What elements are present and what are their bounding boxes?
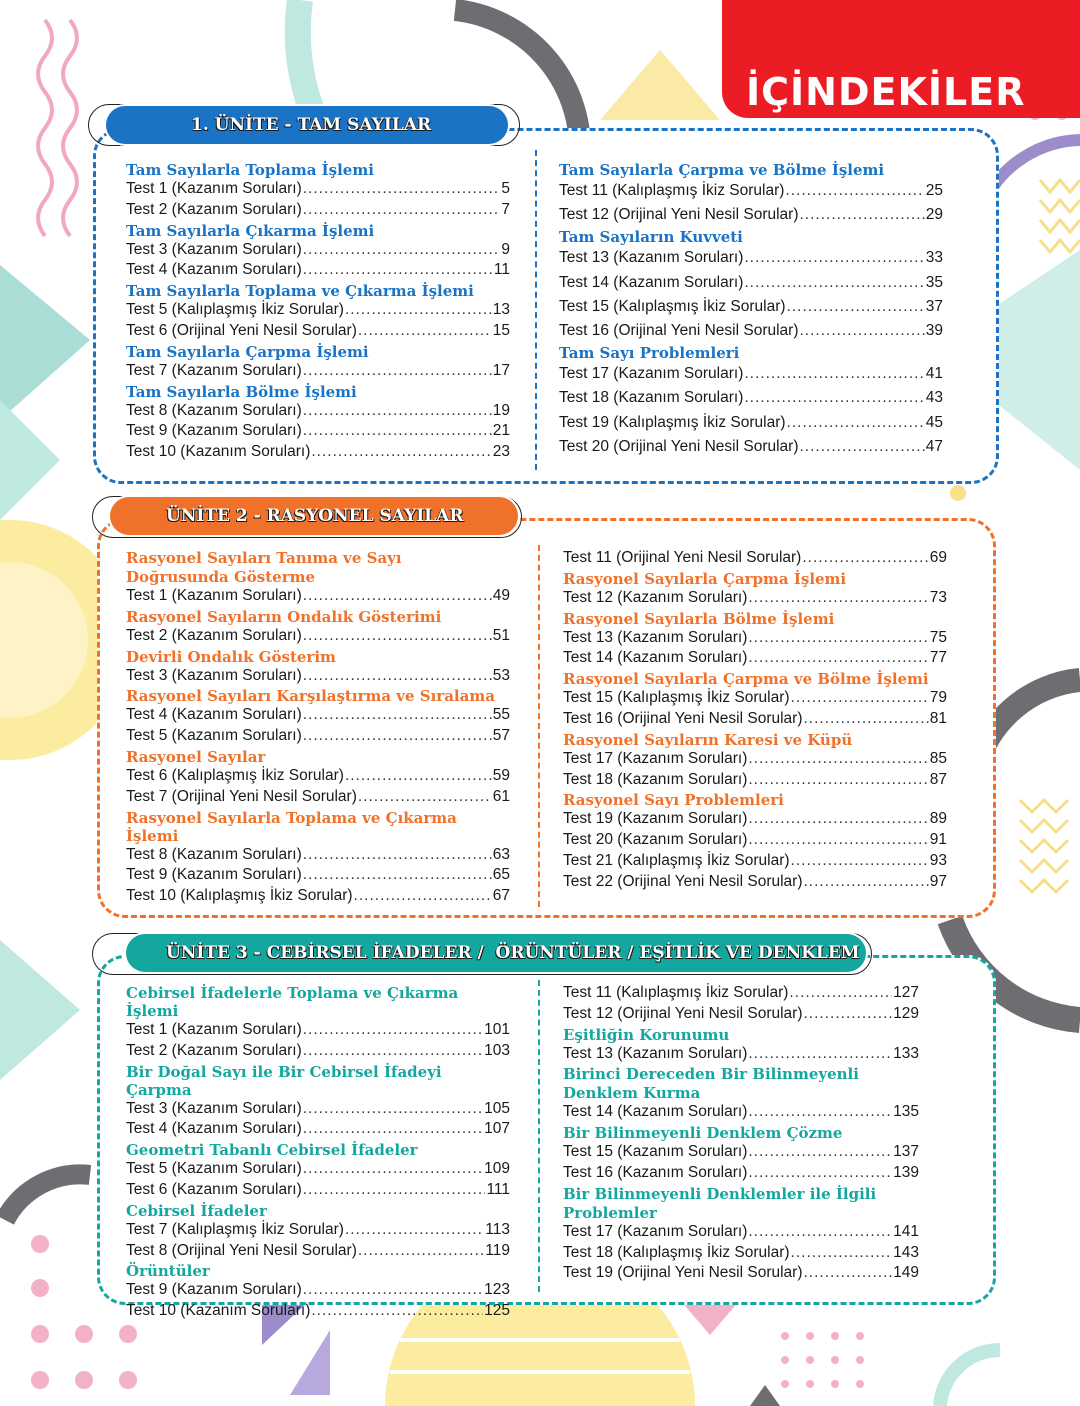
toc-entry-page: 129: [893, 1004, 919, 1022]
toc-entry[interactable]: [563, 809, 947, 830]
toc-entry-label: Test 13 (Kazanım Soruları): [563, 628, 748, 646]
dot-leader: [748, 588, 928, 609]
toc-entry[interactable]: [126, 1159, 510, 1180]
section-heading: Tam Sayılarla Toplama ve Çıkarma İşlemi: [126, 282, 474, 301]
dot-leader: [804, 1263, 893, 1284]
toc-entry-page: 119: [485, 1241, 510, 1259]
toc-entry-label: Test 11 (Kalıplaşmış İkiz Sorular): [563, 984, 789, 1001]
dot-leader: [303, 240, 501, 261]
dot-leader: [791, 851, 929, 872]
unit-1-column-divider: [535, 150, 537, 470]
dot-leader: [800, 435, 925, 459]
toc-entry[interactable]: [126, 361, 510, 382]
toc-entry-label: Test 5 (Kazanım Soruları): [126, 1160, 302, 1178]
toc-entry-label: Test 2 (Kazanım Soruları): [126, 1041, 302, 1059]
toc-entry[interactable]: [126, 787, 510, 808]
section-heading: Rasyonel Sayılarla Toplama ve Çıkarma İşlemi: [126, 808, 457, 845]
toc-entry[interactable]: [559, 411, 943, 435]
toc-entry[interactable]: [563, 872, 947, 893]
section-heading: Birinci Dereceden Bir Bilinmeyenli: [563, 1065, 859, 1084]
toc-entry-label: Test 13 (Kazanım Soruları): [563, 1044, 748, 1062]
dot-leader: [789, 983, 892, 1004]
toc-entry[interactable]: [126, 321, 510, 342]
section-heading: Geometri Tabanlı Cebirsel İfadeler: [126, 1141, 418, 1160]
toc-entry[interactable]: [563, 983, 919, 1004]
toc-entry[interactable]: [559, 271, 943, 295]
dot-leader: [804, 709, 929, 730]
toc-entry-page: 141: [893, 1222, 919, 1240]
toc-entry-page: 59: [492, 766, 510, 784]
dot-leader: [804, 1004, 893, 1025]
toc-entry-page: 137: [893, 1143, 919, 1161]
toc-entry-page: 87: [929, 770, 947, 788]
dot-leader: [748, 648, 928, 669]
unit-3-title-text: ÜNİTE 3 - CEBİRSEL İFADELER / ÖRÜNTÜLER / EŞİTLİK VE DENKLEM: [166, 943, 860, 963]
toc-entry-label: Test 4 (Kazanım Soruları): [126, 706, 302, 724]
toc-entry-label: Test 1 (Kazanım Soruları): [126, 587, 302, 604]
section-heading: Rasyonel Sayılarla Çarpma ve Bölme İşlemi: [563, 670, 929, 689]
section-heading: Rasyonel Sayı Problemleri: [563, 791, 784, 810]
toc-entry-label: Test 17 (Kazanım Soruları): [563, 749, 748, 767]
toc-entry[interactable]: [563, 1163, 919, 1184]
section-heading: Tam Sayılarla Toplama İşlemi: [126, 161, 374, 179]
toc-entry-label: Test 7 (Orijinal Yeni Nesil Sorular): [126, 787, 357, 805]
toc-entry[interactable]: [126, 1119, 510, 1140]
toc-entry-label: Test 19 (Orijinal Yeni Nesil Sorular): [563, 1264, 803, 1282]
toc-entry-page: 63: [492, 845, 510, 863]
section-heading: Tam Sayılarla Çıkarma İşlemi: [126, 221, 375, 240]
toc-entry-page: 65: [492, 866, 510, 884]
toc-entry[interactable]: [563, 1004, 919, 1025]
toc-entry-label: Test 6 (Kalıplaşmış İkiz Sorular): [126, 766, 344, 784]
dot-leader: [345, 766, 492, 787]
toc-entry-page: 35: [925, 273, 943, 291]
toc-entry-label: Test 3 (Kazanım Soruları): [126, 240, 302, 258]
toc-entry-page: 5: [501, 180, 510, 197]
toc-entry-label: Test 5 (Kalıplaşmış İkiz Sorular): [126, 301, 344, 319]
section-heading: Rasyonel Sayıların Ondalık Gösterimi: [126, 607, 442, 626]
toc-entry-label: Test 11 (Orijinal Yeni Nesil Sorular): [563, 549, 802, 566]
unit-1-title: [106, 106, 508, 144]
dot-leader: [303, 586, 492, 607]
toc-entry-label: Test 17 (Kazanım Soruları): [559, 365, 744, 383]
dot-leader: [358, 787, 492, 808]
toc-entry-label: Test 10 (Kazanım Soruları): [126, 443, 311, 461]
toc-entry-label: Test 18 (Kazanım Soruları): [559, 389, 744, 407]
section-heading: Bir Doğal Sayı ile Bir Cebirsel İfadeyi Çarpma: [126, 1062, 442, 1099]
toc-entry-page: 123: [484, 1281, 510, 1299]
dot-leader: [303, 666, 492, 687]
toc-entry-label: Test 14 (Kazanım Soruları): [563, 649, 748, 667]
unit-3-title: [126, 934, 866, 972]
toc-entry-label: Test 1 (Kazanım Soruları): [126, 180, 302, 197]
toc-entry-page: 127: [893, 984, 919, 1001]
toc-entry[interactable]: [559, 435, 943, 459]
toc-entry[interactable]: [126, 442, 510, 463]
toc-entry[interactable]: [126, 421, 510, 442]
toc-entry[interactable]: [126, 1280, 510, 1301]
toc-entry-page: 91: [929, 831, 947, 849]
toc-entry-page: 29: [925, 206, 943, 224]
toc-entry-label: Test 19 (Kalıplaşmış İkiz Sorular): [559, 413, 786, 431]
toc-entry[interactable]: [563, 1243, 919, 1264]
toc-entry-page: 125: [484, 1302, 510, 1320]
section-heading: Rasyonel Sayıları Tanıma ve Sayı: [126, 549, 402, 567]
section-heading: Örüntüler: [126, 1262, 210, 1281]
toc-entry-label: Test 16 (Kazanım Soruları): [563, 1163, 748, 1181]
toc-entry[interactable]: [126, 766, 510, 787]
toc-entry-page: 109: [484, 1160, 510, 1178]
toc-entry[interactable]: [126, 1041, 510, 1062]
section-heading: Rasyonel Sayıları Karşılaştırma ve Sıralama: [126, 687, 495, 706]
toc-entry-label: Test 7 (Kalıplaşmış İkiz Sorular): [126, 1220, 344, 1238]
toc-entry-page: 77: [929, 649, 947, 667]
toc-entry-page: 61: [492, 787, 510, 805]
toc-entry-label: Test 11 (Kalıplaşmış İkiz Sorular): [559, 182, 785, 199]
dot-leader: [303, 1180, 486, 1201]
unit-2-right-column: [563, 548, 947, 893]
dot-leader: [303, 200, 501, 221]
section-heading: Tam Sayılarla Bölme İşlemi: [126, 382, 357, 401]
unit-1-title-text: 1. ÜNİTE - TAM SAYILAR: [191, 115, 432, 135]
toc-entry[interactable]: [126, 886, 510, 907]
section-heading: Rasyonel Sayılarla Çarpma İşlemi: [563, 569, 847, 588]
toc-entry-page: 67: [492, 887, 510, 905]
toc-entry-label: Test 9 (Kazanım Soruları): [126, 422, 302, 440]
dot-leader: [748, 1044, 892, 1065]
dot-leader: [748, 809, 928, 830]
toc-entry-page: 69: [929, 549, 947, 566]
dot-leader: [303, 1041, 483, 1062]
toc-entry-page: 43: [925, 389, 943, 407]
toc-entry[interactable]: [126, 1301, 510, 1322]
dot-leader: [303, 260, 493, 281]
toc-entry[interactable]: [563, 749, 947, 770]
dot-leader: [748, 1142, 892, 1163]
dot-leader: [748, 1222, 892, 1243]
toc-entry-page: 107: [484, 1120, 510, 1138]
toc-entry-label: Test 5 (Kazanım Soruları): [126, 727, 302, 745]
toc-entry[interactable]: [563, 588, 947, 609]
toc-entry[interactable]: [559, 246, 943, 270]
dot-leader: [345, 300, 492, 321]
toc-entry[interactable]: [559, 295, 943, 319]
toc-entry-page: 49: [492, 587, 510, 604]
unit-1-right-column: [559, 160, 943, 459]
toc-entry-label: Test 20 (Orijinal Yeni Nesil Sorular): [559, 437, 799, 455]
toc-entry-label: Test 10 (Kalıplaşmış İkiz Sorular): [126, 887, 353, 905]
unit-1-left-column: [126, 160, 510, 463]
unit-2-column-divider: [538, 545, 540, 907]
toc-entry-label: Test 16 (Orijinal Yeni Nesil Sorular): [559, 322, 799, 340]
toc-entry-label: Test 2 (Kazanım Soruları): [126, 626, 302, 644]
toc-entry-page: 13: [492, 301, 510, 319]
toc-entry-label: Test 8 (Kazanım Soruları): [126, 401, 302, 419]
toc-entry-page: 85: [929, 749, 947, 767]
toc-entry-label: Test 9 (Kazanım Soruları): [126, 866, 302, 884]
section-heading: Bir Bilinmeyenli Denklemler ile İlgili: [563, 1184, 877, 1203]
toc-entry[interactable]: [563, 830, 947, 851]
toc-entry-page: 15: [492, 321, 510, 339]
dot-leader: [748, 749, 928, 770]
toc-entry-label: Test 2 (Kazanım Soruları): [126, 200, 302, 218]
section-heading: Doğrusunda Gösterme: [126, 568, 316, 586]
toc-entry-page: 73: [929, 588, 947, 606]
dot-leader: [748, 1102, 892, 1123]
toc-entry[interactable]: [126, 240, 510, 261]
section-heading: Denklem Kurma: [563, 1084, 701, 1103]
toc-entry-label: Test 10 (Kazanım Soruları): [126, 1302, 311, 1320]
dot-leader: [744, 271, 924, 295]
toc-entry-page: 11: [493, 261, 510, 279]
toc-entry-label: Test 18 (Kalıplaşmış İkiz Sorular): [563, 1243, 790, 1261]
section-heading: Tam Sayılarla Çarpma İşlemi: [126, 342, 369, 361]
toc-entry-page: 149: [893, 1264, 919, 1282]
toc-entry[interactable]: [126, 179, 510, 200]
toc-entry[interactable]: [126, 865, 510, 886]
toc-entry[interactable]: [126, 1220, 510, 1241]
toc-entry-label: Test 13 (Kazanım Soruları): [559, 249, 744, 267]
toc-entry[interactable]: [126, 705, 510, 726]
toc-entry-label: Test 12 (Orijinal Yeni Nesil Sorular): [559, 206, 799, 224]
dot-leader: [303, 179, 501, 200]
section-heading: Tam Sayıların Kuvveti: [559, 228, 743, 247]
toc-entry-label: Test 9 (Kazanım Soruları): [126, 1281, 302, 1299]
dot-leader: [303, 726, 492, 747]
toc-entry-label: Test 22 (Orijinal Yeni Nesil Sorular): [563, 872, 803, 890]
section-heading: Tam Sayı Problemleri: [559, 344, 740, 363]
section-heading: Rasyonel Sayıların Karesi ve Küpü: [563, 730, 853, 749]
toc-entry-label: Test 8 (Orijinal Yeni Nesil Sorular): [126, 1241, 357, 1259]
dot-leader: [303, 1159, 483, 1180]
toc-entry-page: 133: [893, 1044, 919, 1062]
toc-entry-label: Test 18 (Kazanım Soruları): [563, 770, 748, 788]
toc-entry[interactable]: [126, 1241, 510, 1262]
toc-entry-label: Test 19 (Kazanım Soruları): [563, 810, 748, 828]
toc-entry[interactable]: [563, 1222, 919, 1243]
unit-2-title: [110, 497, 518, 535]
dot-leader: [303, 705, 492, 726]
toc-entry[interactable]: [563, 709, 947, 730]
dot-leader: [748, 628, 928, 649]
toc-entry-page: 47: [925, 437, 943, 455]
toc-entry-label: Test 12 (Orijinal Yeni Nesil Sorular): [563, 1004, 803, 1022]
toc-entry-label: Test 15 (Kalıplaşmış İkiz Sorular): [559, 297, 786, 315]
toc-entry-page: 135: [893, 1103, 919, 1121]
toc-entry-page: 113: [485, 1220, 510, 1238]
dot-leader: [303, 421, 492, 442]
dot-leader: [303, 361, 492, 382]
toc-entry-page: 37: [925, 297, 943, 315]
toc-entry-page: 103: [484, 1041, 510, 1059]
toc-entry[interactable]: [563, 628, 947, 649]
toc-entry[interactable]: [126, 260, 510, 281]
toc-entry[interactable]: [563, 548, 947, 569]
dot-leader: [744, 362, 924, 386]
toc-entry-page: 45: [925, 413, 943, 431]
section-heading: Tam Sayılarla Çarpma ve Bölme İşlemi: [559, 161, 885, 179]
toc-entry-label: Test 6 (Kazanım Soruları): [126, 1180, 302, 1198]
toc-entry-label: Test 8 (Kazanım Soruları): [126, 845, 302, 863]
toc-entry[interactable]: [126, 1180, 510, 1201]
toc-entry-page: 143: [893, 1243, 919, 1261]
toc-entry-page: 19: [492, 401, 510, 419]
unit-3-column-divider: [538, 980, 540, 1292]
unit-3-left-column: [126, 983, 510, 1322]
toc-entry-page: 57: [492, 727, 510, 745]
toc-entry-page: 39: [925, 322, 943, 340]
toc-entry[interactable]: [559, 362, 943, 386]
toc-entry-page: 139: [893, 1163, 919, 1181]
dot-leader: [303, 845, 492, 866]
toc-entry-label: Test 1 (Kazanım Soruları): [126, 1021, 302, 1038]
toc-entry-label: Test 3 (Kazanım Soruları): [126, 666, 302, 684]
toc-entry[interactable]: [563, 1263, 919, 1284]
toc-entry-page: 79: [929, 689, 947, 707]
toc-entry-label: Test 7 (Kazanım Soruları): [126, 361, 302, 379]
section-heading: Devirli Ondalık Gösterim: [126, 647, 336, 666]
section-heading: Cebirsel İfadeler: [126, 1201, 267, 1220]
dot-leader: [311, 442, 491, 463]
toc-entry-page: 33: [925, 249, 943, 267]
dot-leader: [802, 548, 928, 569]
dot-leader: [354, 886, 492, 907]
toc-entry-page: 111: [486, 1180, 510, 1198]
toc-entry-page: 9: [501, 240, 510, 258]
dot-leader: [787, 295, 925, 319]
page-title: İÇİNDEKİLER: [746, 70, 1026, 114]
dot-leader: [303, 1280, 483, 1301]
toc-entry-page: 97: [929, 872, 947, 890]
dot-leader: [800, 319, 925, 343]
toc-entry[interactable]: [126, 1020, 510, 1041]
toc-entry[interactable]: [559, 179, 943, 203]
toc-entry-page: 25: [925, 182, 943, 199]
toc-entry[interactable]: [563, 688, 947, 709]
toc-entry[interactable]: [559, 319, 943, 343]
dot-leader: [804, 872, 929, 893]
dot-leader: [791, 1243, 893, 1264]
toc-entry[interactable]: [559, 386, 943, 410]
toc-entry-page: 101: [484, 1021, 510, 1038]
dot-leader: [303, 626, 492, 647]
toc-entry-page: 105: [484, 1099, 510, 1117]
toc-entry-page: 41: [925, 365, 943, 383]
toc-entry-page: 75: [929, 628, 947, 646]
dot-leader: [303, 865, 492, 886]
toc-entry-page: 7: [501, 200, 510, 218]
toc-entry-label: Test 3 (Kazanım Soruları): [126, 1099, 302, 1117]
toc-entry[interactable]: [126, 1099, 510, 1120]
toc-entry-label: Test 15 (Kazanım Soruları): [563, 1143, 748, 1161]
toc-entry-label: Test 21 (Kalıplaşmış İkiz Sorular): [563, 851, 790, 869]
toc-entry-page: 93: [929, 851, 947, 869]
toc-entry[interactable]: [563, 851, 947, 872]
dot-leader: [303, 1099, 483, 1120]
dot-leader: [800, 203, 925, 227]
toc-entry-page: 17: [492, 361, 510, 379]
section-heading: Rasyonel Sayılarla Bölme İşlemi: [563, 609, 835, 628]
unit-2-left-column: [126, 548, 510, 907]
toc-entry[interactable]: [126, 666, 510, 687]
toc-entry[interactable]: [126, 200, 510, 221]
toc-entry-label: Test 4 (Kazanım Soruları): [126, 1120, 302, 1138]
section-heading: Eşitliğin Korunumu: [563, 1025, 730, 1044]
toc-entry-label: Test 20 (Kazanım Soruları): [563, 831, 748, 849]
toc-entry-label: Test 6 (Orijinal Yeni Nesil Sorular): [126, 321, 357, 339]
toc-entry[interactable]: [563, 1142, 919, 1163]
toc-entry-page: 55: [492, 706, 510, 724]
dot-leader: [785, 179, 924, 203]
toc-entry[interactable]: [563, 1102, 919, 1123]
toc-entry-page: 21: [492, 422, 510, 440]
dot-leader: [748, 1163, 892, 1184]
toc-entry-page: 51: [492, 626, 510, 644]
toc-entry[interactable]: [563, 648, 947, 669]
toc-entry[interactable]: [126, 300, 510, 321]
toc-entry[interactable]: [563, 770, 947, 791]
toc-entry-page: 53: [492, 666, 510, 684]
dot-leader: [787, 411, 925, 435]
dot-leader: [311, 1301, 483, 1322]
toc-entry[interactable]: [559, 203, 943, 227]
unit-2-title-text: ÜNİTE 2 - RASYONEL SAYILAR: [166, 506, 464, 526]
toc-entry[interactable]: [126, 726, 510, 747]
toc-entry[interactable]: [126, 626, 510, 647]
dot-leader: [358, 321, 492, 342]
toc-entry-page: 89: [929, 810, 947, 828]
toc-entry[interactable]: [126, 845, 510, 866]
toc-entry-label: Test 14 (Kazanım Soruları): [559, 273, 744, 291]
dot-leader: [345, 1220, 484, 1241]
unit-3-right-column: [563, 983, 919, 1284]
toc-entry-label: Test 4 (Kazanım Soruları): [126, 261, 302, 279]
toc-entry[interactable]: [126, 586, 510, 607]
dot-leader: [791, 688, 929, 709]
section-heading: Rasyonel Sayılar: [126, 747, 266, 766]
toc-entry-label: Test 17 (Kazanım Soruları): [563, 1222, 748, 1240]
dot-leader: [744, 246, 924, 270]
dot-leader: [358, 1241, 484, 1262]
dot-leader: [748, 830, 928, 851]
dot-leader: [744, 386, 924, 410]
toc-entry[interactable]: [126, 401, 510, 422]
toc-entry[interactable]: [563, 1044, 919, 1065]
toc-entry-label: Test 12 (Kazanım Soruları): [563, 588, 748, 606]
toc-entry-page: 81: [929, 709, 947, 727]
section-heading: Cebirsel İfadelerle Toplama ve Çıkarma İşlemi: [126, 984, 459, 1020]
toc-entry-page: 23: [492, 443, 510, 461]
dot-leader: [303, 401, 492, 422]
dot-leader: [303, 1020, 483, 1041]
toc-entry-label: Test 14 (Kazanım Soruları): [563, 1103, 748, 1121]
dot-leader: [748, 770, 928, 791]
section-heading: Bir Bilinmeyenli Denklem Çözme: [563, 1124, 843, 1143]
dot-leader: [303, 1119, 483, 1140]
toc-entry-label: Test 16 (Orijinal Yeni Nesil Sorular): [563, 709, 803, 727]
toc-entry-label: Test 15 (Kalıplaşmış İkiz Sorular): [563, 689, 790, 707]
section-heading: Problemler: [563, 1203, 657, 1222]
